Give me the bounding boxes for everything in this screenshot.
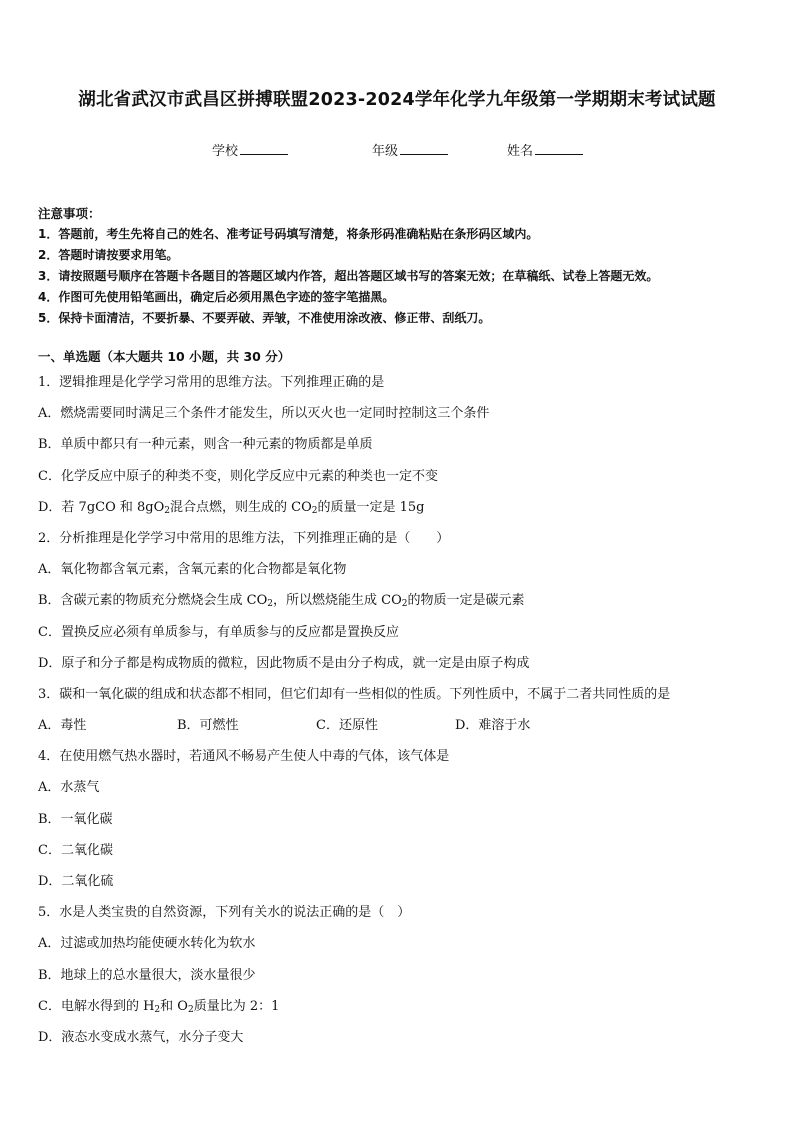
q1-d-text: 混合点燃，则生成的 CO [170,499,312,515]
question-3-option-c: C．还原性 [316,718,378,734]
q5-c-text: 和 O [160,998,188,1014]
grade-label: 年级 [372,144,399,159]
school-field[interactable] [212,140,288,159]
question-1-stem: 1．逻辑推理是化学学习常用的思维方法。下列推理正确的是 [38,375,385,390]
notice-item: 5．保持卡面清洁，不要折暴、不要弄破、弄皱，不准使用涂改液、修正带、刮纸刀。 [38,311,491,325]
question-3-option-a: A．毒性 [38,718,87,734]
question-2-option-a: A．氧化物都含氧元素，含氧元素的化合物都是氧化物 [38,562,347,578]
q5-c-text: 质量比为 2：1 [193,998,280,1014]
exam-title: 湖北省武汉市武昌区拼搏联盟2023-2024学年化学九年级第一学期期末考试试题 [78,90,716,110]
notice-item: 2．答题时请按要求用笔。 [38,248,179,262]
question-1-option-d [38,497,778,528]
question-2-stem: 2．分析推理是化学学习中常用的思维方法，下列推理正确的是（ ） [38,530,450,546]
school-blank[interactable] [240,142,288,155]
question-3-options [38,715,778,746]
question-1-option-a: A．燃烧需要同时满足三个条件才能发生，所以灭火也一定同时控制这三个条件 [38,406,490,422]
question-4-option-a: A．水蒸气 [38,780,100,796]
q5-c-text: C．电解水得到的 H [38,998,155,1014]
notice-item: 1．答题前，考生先将自己的姓名、准考证号码填写清楚，将条形码准确粘贴在条形码区域内。 [38,227,539,241]
question-4-option-b: B．一氧化碳 [38,811,113,827]
student-info-fields [0,140,794,162]
notice-item: 3．请按照题号顺序在答题卡各题目的答题区域内作答，超出答题区域书写的答案无效；在草稿纸、试卷上答题无效。 [38,269,659,283]
q1-d-sub: 2 [311,505,318,516]
question-1-option-c: C．化学反应中原子的种类不变，则化学反应中元素的种类也一定不变 [38,468,438,484]
q5-c-sub: 2 [187,1004,194,1015]
q2-b-text: 的物质一定是碳元素 [407,593,525,609]
q5-c-sub: 2 [154,1004,161,1015]
notice-item: 4．作图可先使用铅笔画出，确定后必须用黑色字迹的签字笔描黑。 [38,290,395,304]
question-3-option-d: D．难溶于水 [455,718,531,734]
notice-list [38,224,778,329]
question-5-option-a: A．过滤或加热均能使硬水转化为软水 [38,936,256,952]
question-3-stem: 3．碳和一氧化碳的组成和状态都不相同，但它们却有一些相似的性质。下列性质中，不属于二者共同性质的是 [38,686,671,702]
name-blank[interactable] [535,142,583,155]
question-5-option-b: B．地球上的总水量很大，淡水量很少 [38,967,256,983]
notice-heading: 注意事项： [38,206,101,221]
question-list [38,372,778,1058]
question-2-option-b [38,590,778,621]
question-4-stem: 4．在使用燃气热水器时，若通风不畅易产生使人中毒的气体，该气体是 [38,749,450,765]
question-5-option-c [38,996,778,1027]
question-2-option-c: C．置换反应必须有单质参与，有单质参与的反应都是置换反应 [38,624,399,640]
q1-d-text: D．若 7gCO 和 8gO [38,499,165,515]
name-field[interactable] [507,140,583,159]
question-4-option-d: D．二氧化硫 [38,874,114,889]
question-5-stem: 5．水是人类宝贵的自然资源，下列有关水的说法正确的是（ ） [38,905,411,921]
grade-blank[interactable] [400,142,448,155]
question-3-option-b: B．可燃性 [177,718,239,734]
section-heading: 一、单选题（本大题共 10 小题，共 30 分） [38,349,291,364]
q2-b-text: B．含碳元素的物质充分燃烧会生成 CO [38,593,268,609]
school-label: 学校 [212,144,239,159]
question-1-option-b: B．单质中都只有一种元素，则含一种元素的物质都是单质 [38,437,373,453]
q1-d-sub: 2 [164,505,171,516]
question-5-option-d: D．液态水变成水蒸气，水分子变大 [38,1029,244,1045]
question-2-option-d: D．原子和分子都是构成物质的微粒，因此物质不是由分子构成，就一定是由原子构成 [38,655,530,671]
q2-b-sub: 2 [267,599,274,610]
question-4-option-c: C．二氧化碳 [38,842,113,858]
name-label: 姓名 [507,144,534,159]
grade-field[interactable] [372,140,448,159]
q1-d-text: 的质量一定是 15g [317,499,425,515]
q2-b-text: ，所以燃烧能生成 CO [273,593,402,609]
q2-b-sub: 2 [401,599,408,610]
